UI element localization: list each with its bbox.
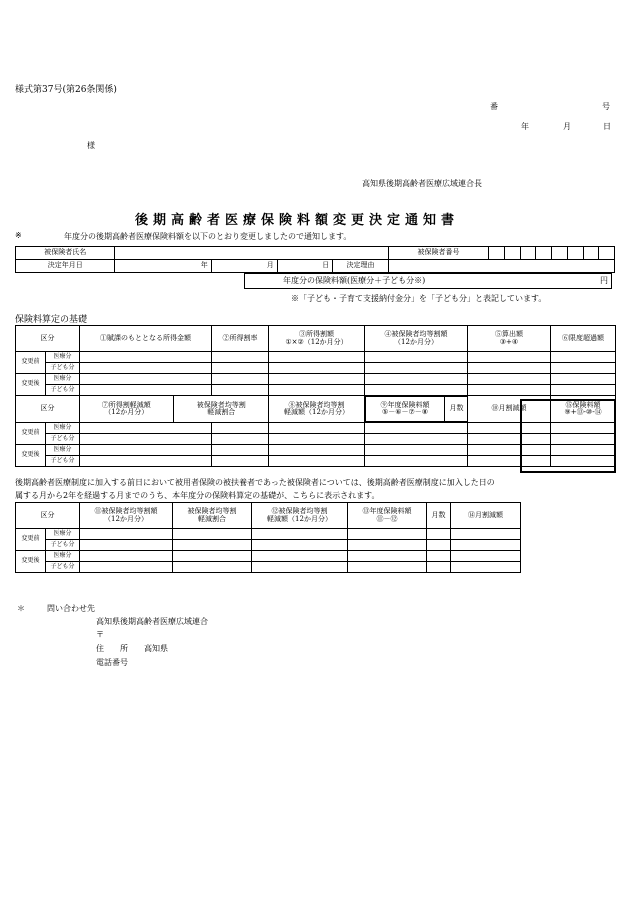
value-cell[interactable]	[365, 363, 468, 374]
value-cell[interactable]	[427, 529, 451, 540]
per-capita-header: ④被保険者均等割額 （12か月分）	[365, 326, 468, 352]
calc-table-3	[15, 502, 521, 573]
after-label: 変更後	[16, 551, 46, 573]
value-cell[interactable]	[348, 562, 427, 573]
value-cell[interactable]	[269, 352, 365, 363]
value-cell[interactable]	[80, 445, 212, 456]
value-cell[interactable]	[80, 540, 173, 551]
income-reduction-header: ⑦所得割軽減額 （12か月分）	[80, 396, 173, 422]
decision-reason-label: 決定理由	[333, 260, 389, 273]
annual-premium-header: ⑬年度保険料額 ⑪－⑫	[348, 503, 427, 529]
value-cell[interactable]	[365, 434, 468, 445]
reduction-ratio-header: 被保険者均等割 軽減割合	[173, 503, 252, 529]
annual-premium-header: ⑨年度保険料額 ⑤－⑥－⑦－⑧	[366, 397, 445, 422]
date-month: 月	[563, 122, 571, 131]
issuer: 高知県後期高齢者医療広域連合長	[362, 179, 482, 188]
contact-mark: ＊	[17, 604, 25, 613]
before-label: 変更前	[16, 352, 46, 374]
iryo-label: 医療分	[46, 423, 80, 434]
kodomo-label: 子ども分	[46, 540, 80, 551]
income-rate-header: ②所得割率	[212, 326, 269, 352]
value-cell[interactable]	[173, 529, 252, 540]
insured-number-digit[interactable]	[536, 247, 552, 260]
months-header: 月数	[445, 397, 468, 422]
value-cell[interactable]	[252, 551, 348, 562]
value-cell[interactable]	[252, 540, 348, 551]
value-cell[interactable]	[427, 540, 451, 551]
value-cell[interactable]	[252, 562, 348, 573]
per-capita-reduction-header: ⑫被保険者均等割 軽減額（12か月分）	[252, 503, 348, 529]
iryo-label: 医療分	[46, 445, 80, 456]
annual-month-group	[365, 396, 468, 423]
decision-day-unit: 日	[277, 260, 333, 273]
decision-reason-value[interactable]	[388, 260, 614, 273]
value-cell[interactable]	[212, 374, 269, 385]
reduction-ratio-header: 被保険者均等割 軽減割合	[196, 400, 246, 416]
kodomo-label: 子ども分	[46, 562, 80, 573]
value-cell[interactable]	[365, 374, 468, 385]
value-cell[interactable]	[468, 352, 551, 363]
value-cell[interactable]	[212, 385, 269, 396]
value-cell[interactable]	[252, 529, 348, 540]
iryo-label: 医療分	[46, 352, 80, 363]
income-base-header: ①賦課のもととなる所得金額	[80, 326, 212, 352]
decision-year-unit: 年	[115, 260, 211, 273]
annual-month-subheader	[365, 396, 468, 422]
value-cell[interactable]	[212, 456, 269, 467]
value-cell[interactable]	[80, 352, 212, 363]
contact-label: 問い合わせ先	[47, 604, 95, 613]
decision-month-unit: 月	[211, 260, 277, 273]
info-table	[15, 246, 615, 273]
value-cell[interactable]	[451, 562, 521, 573]
contact-org: 高知県後期高齢者医療広域連合	[96, 617, 208, 626]
name-value[interactable]	[115, 247, 388, 260]
value-cell[interactable]	[80, 423, 212, 434]
middle-note-1: 後期高齢者医療制度に加入する前日において被用者保険の被扶養者であった被保険者については、後期高齢者医療制度に加入した日の	[15, 478, 495, 487]
value-cell[interactable]	[212, 434, 269, 445]
number-label: 番	[490, 102, 498, 111]
value-cell[interactable]	[80, 529, 173, 540]
value-cell[interactable]	[173, 551, 252, 562]
kodomo-note: ※「子ども・子育て支援納付金分」を「子ども分」と表記しています。	[291, 294, 547, 303]
contact-address-label: 住 所	[96, 644, 128, 653]
kubun-header: 区分	[16, 396, 80, 423]
income-levy-header: ③所得割額 ①×②（12か月分）	[269, 326, 365, 352]
value-cell[interactable]	[80, 434, 212, 445]
section-title: 保険料算定の基礎	[15, 315, 88, 325]
monthly-reduction-header: ⑩月割減額	[468, 396, 551, 423]
name-label: 被保険者氏名	[16, 247, 115, 260]
value-cell[interactable]	[348, 540, 427, 551]
kodomo-label: 子ども分	[46, 434, 80, 445]
addressee-suffix: 様	[87, 141, 95, 150]
kodomo-label: 子ども分	[46, 456, 80, 467]
value-cell[interactable]	[365, 423, 468, 434]
value-cell[interactable]	[427, 551, 451, 562]
value-cell[interactable]	[212, 423, 269, 434]
value-cell[interactable]	[269, 363, 365, 374]
computed-header: ⑤算出額 ③+④	[468, 326, 551, 352]
value-cell[interactable]	[80, 385, 212, 396]
insured-number-digit[interactable]	[505, 247, 521, 260]
date-day: 日	[603, 122, 611, 131]
value-cell[interactable]	[551, 385, 616, 396]
intro-mark: ※	[15, 231, 22, 240]
number-suffix: 号	[602, 102, 610, 111]
value-cell[interactable]	[80, 562, 173, 573]
total-premium-label: 年度分の保険料額(医療分＋子ども分※)	[283, 276, 426, 285]
insured-number-digit[interactable]	[567, 247, 583, 260]
value-cell[interactable]	[451, 551, 521, 562]
value-cell[interactable]	[80, 374, 212, 385]
value-cell[interactable]	[173, 562, 252, 573]
kodomo-label: 子ども分	[46, 385, 80, 396]
date-year: 年	[521, 122, 529, 131]
middle-note-2: 属する月から2年を経過する月までのうち、本年度分の保険料算定の基礎が、こちらに表示されます。	[15, 491, 380, 500]
contact-address: 高知県	[144, 644, 168, 653]
value-cell[interactable]	[269, 374, 365, 385]
per-capita-header: ⑪被保険者均等割額 （12か月分）	[80, 503, 173, 529]
limit-excess-header: ⑥限度超過額	[551, 326, 616, 352]
iryo-label: 医療分	[46, 551, 80, 562]
value-cell[interactable]	[468, 385, 551, 396]
document-title: 後期高齢者医療保険料額変更決定通知書	[135, 213, 460, 228]
per-capita-reduction-header: ⑧被保険者均等割 軽減額（12か月分）	[269, 396, 365, 423]
value-cell[interactable]	[365, 456, 468, 467]
value-cell[interactable]	[365, 445, 468, 456]
value-cell[interactable]	[451, 529, 521, 540]
kubun-header: 区分	[16, 503, 80, 529]
value-cell[interactable]	[551, 352, 616, 363]
insured-number-digit[interactable]	[599, 247, 615, 260]
contact-postal: 〒	[96, 630, 104, 639]
value-cell[interactable]	[80, 456, 212, 467]
monthly-reduction-header: ⑭月割減額	[451, 503, 521, 529]
value-cell[interactable]	[468, 363, 551, 374]
kodomo-label: 子ども分	[46, 363, 80, 374]
intro-text: 年度分の後期高齢者医療保険料額を以下のとおり変更しましたので通知します。	[64, 232, 352, 241]
value-cell[interactable]	[269, 445, 365, 456]
value-cell[interactable]	[80, 363, 212, 374]
after-label: 変更後	[16, 445, 46, 467]
decision-date-label: 決定年月日	[16, 260, 115, 273]
yen-unit: 円	[600, 276, 608, 285]
form-number: 様式第37号(第26条関係)	[15, 85, 117, 95]
contact-phone-label: 電話番号	[96, 658, 128, 667]
value-cell[interactable]	[173, 540, 252, 551]
value-cell[interactable]	[269, 434, 365, 445]
value-cell[interactable]	[269, 456, 365, 467]
value-cell[interactable]	[365, 352, 468, 363]
table2-subheader	[80, 396, 269, 422]
iryo-label: 医療分	[46, 529, 80, 540]
value-cell[interactable]	[212, 352, 269, 363]
premium-column-highlight	[520, 399, 616, 473]
table2-header-group	[80, 396, 269, 423]
before-label: 変更前	[16, 423, 46, 445]
kubun-header: 区分	[16, 326, 80, 352]
value-cell[interactable]	[551, 363, 616, 374]
value-cell[interactable]	[80, 551, 173, 562]
after-label: 変更後	[16, 374, 46, 396]
insured-number-digit[interactable]	[489, 247, 505, 260]
value-cell[interactable]	[427, 562, 451, 573]
value-cell[interactable]	[348, 551, 427, 562]
insured-number-digit[interactable]	[552, 247, 568, 260]
iryo-label: 医療分	[46, 374, 80, 385]
value-cell[interactable]	[451, 540, 521, 551]
months-header: 月数	[427, 503, 451, 529]
insured-number-digit[interactable]	[583, 247, 599, 260]
value-cell[interactable]	[468, 374, 551, 385]
before-label: 変更前	[16, 529, 46, 551]
value-cell[interactable]	[212, 363, 269, 374]
value-cell[interactable]	[269, 385, 365, 396]
value-cell[interactable]	[348, 529, 427, 540]
insured-number-digit[interactable]	[520, 247, 536, 260]
value-cell[interactable]	[365, 385, 468, 396]
premium-header: ⑮保険料額 ⑨+⑬-⑩-⑭	[551, 396, 616, 423]
total-premium-box	[244, 273, 612, 289]
insured-number-label: 被保険者番号	[388, 247, 489, 260]
value-cell[interactable]	[269, 423, 365, 434]
value-cell[interactable]	[212, 445, 269, 456]
value-cell[interactable]	[551, 374, 616, 385]
